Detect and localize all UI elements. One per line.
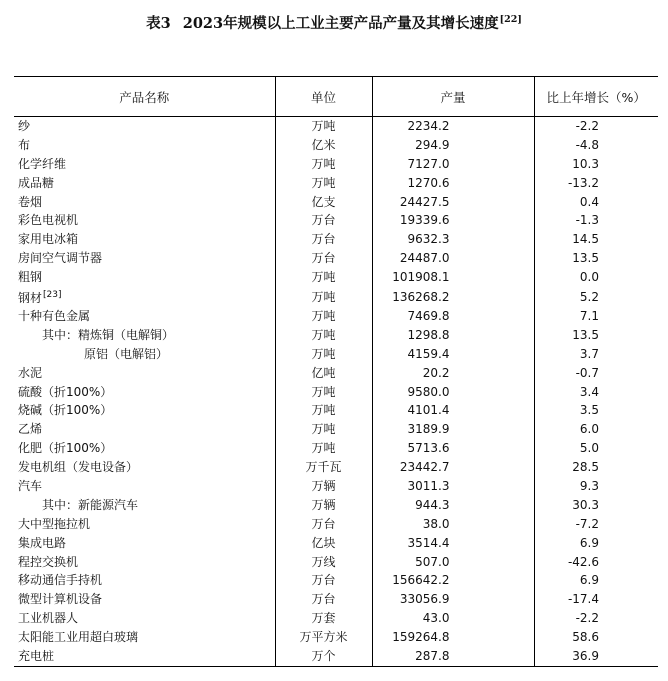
unit-cell: 万吨 [275, 383, 372, 402]
product-name-cell [14, 249, 275, 268]
product-name-cell [14, 515, 275, 534]
table-row [14, 364, 658, 383]
output-cell: 3189.9 [372, 420, 534, 439]
unit-cell: 万台 [275, 211, 372, 230]
product-name: 汽车 [18, 478, 43, 493]
output-cell: 507.0 [372, 553, 534, 572]
output-cell: 3011.3 [372, 477, 534, 496]
output-cell: 4101.4 [372, 401, 534, 420]
growth-cell: 10.3 [534, 155, 658, 174]
growth-cell: -7.2 [534, 515, 658, 534]
header-growth: 比上年增长（%） [534, 77, 658, 117]
product-name: 布 [18, 137, 31, 152]
unit-cell: 万辆 [275, 496, 372, 515]
unit-cell: 亿吨 [275, 364, 372, 383]
product-name: 烧碱（折100%） [18, 403, 113, 418]
unit-cell: 万吨 [275, 345, 372, 364]
product-name-cell [14, 211, 275, 230]
output-cell: 101908.1 [372, 268, 534, 287]
product-name-cell [14, 420, 275, 439]
product-name: 工业机器人 [18, 611, 79, 626]
output-cell: 24427.5 [372, 193, 534, 212]
product-name-cell [14, 647, 275, 666]
product-name: 家用电冰箱 [18, 232, 79, 247]
unit-cell: 万吨 [275, 268, 372, 287]
growth-cell: -4.8 [534, 136, 658, 155]
growth-cell: -2.2 [534, 609, 658, 628]
product-name-cell [14, 571, 275, 590]
growth-cell: 6.9 [534, 571, 658, 590]
product-name: 太阳能工业用超白玻璃 [18, 630, 139, 645]
output-cell: 9632.3 [372, 230, 534, 249]
product-name-cell [14, 477, 275, 496]
product-name: 纱 [18, 118, 31, 133]
product-name: 程控交换机 [18, 554, 79, 569]
product-name-cell [14, 155, 275, 174]
growth-cell: 5.2 [534, 287, 658, 307]
product-name: 彩色电视机 [18, 213, 79, 228]
growth-cell: -42.6 [534, 553, 658, 572]
unit-cell: 万吨 [275, 307, 372, 326]
product-name-cell [14, 590, 275, 609]
output-cell: 294.9 [372, 136, 534, 155]
product-name-cell [14, 609, 275, 628]
unit-cell: 万台 [275, 230, 372, 249]
product-name: 粗钢 [18, 270, 43, 285]
table-row [14, 609, 658, 628]
unit-cell: 万千瓦 [275, 458, 372, 477]
growth-cell: 13.5 [534, 249, 658, 268]
output-cell: 156642.2 [372, 571, 534, 590]
product-name-cell [14, 401, 275, 420]
table-row [14, 647, 658, 666]
unit-cell: 万台 [275, 590, 372, 609]
growth-cell: -1.3 [534, 211, 658, 230]
product-name: 其中：精炼铜（电解铜） [42, 327, 175, 342]
unit-cell: 万台 [275, 571, 372, 590]
table-row [14, 193, 658, 212]
output-cell: 43.0 [372, 609, 534, 628]
table-row [14, 211, 658, 230]
product-name-cell [14, 326, 275, 345]
product-name: 原铝（电解铝） [84, 346, 169, 361]
table-row [14, 628, 658, 647]
unit-cell: 万吨 [275, 420, 372, 439]
product-name-cell [14, 534, 275, 553]
header-product-name: 产品名称 [14, 77, 275, 117]
output-cell: 19339.6 [372, 211, 534, 230]
footnote-ref: [23] [43, 290, 62, 301]
table-row [14, 571, 658, 590]
unit-cell: 万吨 [275, 155, 372, 174]
product-name: 硫酸（折100%） [18, 384, 113, 399]
product-name: 水泥 [18, 365, 43, 380]
output-cell: 33056.9 [372, 590, 534, 609]
growth-cell: 30.3 [534, 496, 658, 515]
output-cell: 23442.7 [372, 458, 534, 477]
table-header [14, 77, 658, 117]
table-title [0, 12, 668, 33]
product-name: 成品糖 [18, 175, 55, 190]
product-name-cell [14, 345, 275, 364]
header-row [14, 77, 658, 117]
table-row [14, 496, 658, 515]
unit-cell: 万台 [275, 249, 372, 268]
table-row [14, 136, 658, 155]
growth-cell: 3.4 [534, 383, 658, 402]
growth-cell: 0.4 [534, 193, 658, 212]
unit-cell: 万吨 [275, 174, 372, 193]
table-row [14, 534, 658, 553]
table-row [14, 590, 658, 609]
growth-cell: 36.9 [534, 647, 658, 666]
growth-cell: -17.4 [534, 590, 658, 609]
table-row [14, 439, 658, 458]
unit-cell: 亿块 [275, 534, 372, 553]
table-row [14, 383, 658, 402]
table-row [14, 420, 658, 439]
product-name-cell [14, 364, 275, 383]
product-name: 钢材 [18, 291, 43, 306]
product-name: 大中型拖拉机 [18, 516, 91, 531]
product-name-cell [14, 458, 275, 477]
unit-cell: 亿支 [275, 193, 372, 212]
growth-cell: 5.0 [534, 439, 658, 458]
table-row [14, 345, 658, 364]
production-table [14, 76, 658, 667]
header-output: 产量 [372, 77, 534, 117]
product-name-cell [14, 174, 275, 193]
growth-cell: -13.2 [534, 174, 658, 193]
product-name-cell [14, 230, 275, 249]
growth-cell: 3.5 [534, 401, 658, 420]
unit-cell: 万平方米 [275, 628, 372, 647]
output-cell: 7127.0 [372, 155, 534, 174]
unit-cell: 万套 [275, 609, 372, 628]
unit-cell: 万吨 [275, 326, 372, 345]
output-cell: 287.8 [372, 647, 534, 666]
product-name-cell [14, 287, 275, 307]
table-row [14, 249, 658, 268]
output-cell: 3514.4 [372, 534, 534, 553]
output-cell: 944.3 [372, 496, 534, 515]
product-name: 化肥（折100%） [18, 441, 113, 456]
table-row [14, 553, 658, 572]
output-cell: 5713.6 [372, 439, 534, 458]
product-name: 十种有色金属 [18, 308, 91, 323]
product-name-cell [14, 383, 275, 402]
unit-cell: 万吨 [275, 287, 372, 307]
table-row [14, 155, 658, 174]
growth-cell: 3.7 [534, 345, 658, 364]
output-cell: 38.0 [372, 515, 534, 534]
product-name-cell [14, 193, 275, 212]
table-row [14, 326, 658, 345]
unit-cell: 万辆 [275, 477, 372, 496]
product-name: 卷烟 [18, 194, 43, 209]
product-name-cell [14, 628, 275, 647]
product-name-cell [14, 553, 275, 572]
growth-cell: 14.5 [534, 230, 658, 249]
table-row [14, 117, 658, 136]
output-cell: 1298.8 [372, 326, 534, 345]
product-name: 房间空气调节器 [18, 251, 103, 266]
product-name-cell [14, 307, 275, 326]
product-name: 其中：新能源汽车 [42, 497, 139, 512]
unit-cell: 万台 [275, 515, 372, 534]
unit-cell: 万线 [275, 553, 372, 572]
growth-cell: 9.3 [534, 477, 658, 496]
product-name: 化学纤维 [18, 156, 67, 171]
growth-cell: 28.5 [534, 458, 658, 477]
table-row [14, 230, 658, 249]
output-cell: 2234.2 [372, 117, 534, 136]
title-footnote-ref: [22] [499, 14, 522, 25]
table-row [14, 401, 658, 420]
table-row [14, 477, 658, 496]
unit-cell: 万个 [275, 647, 372, 666]
growth-cell: 6.9 [534, 534, 658, 553]
growth-cell: 6.0 [534, 420, 658, 439]
output-cell: 24487.0 [372, 249, 534, 268]
table-row [14, 287, 658, 307]
growth-cell: -0.7 [534, 364, 658, 383]
unit-cell: 亿米 [275, 136, 372, 155]
unit-cell: 万吨 [275, 401, 372, 420]
product-name-cell [14, 117, 275, 136]
header-unit: 单位 [275, 77, 372, 117]
product-name-cell [14, 268, 275, 287]
growth-cell: 58.6 [534, 628, 658, 647]
table-body [14, 117, 658, 667]
product-name-cell [14, 496, 275, 515]
growth-cell: 13.5 [534, 326, 658, 345]
output-cell: 20.2 [372, 364, 534, 383]
product-name-cell [14, 136, 275, 155]
output-cell: 7469.8 [372, 307, 534, 326]
output-cell: 159264.8 [372, 628, 534, 647]
output-cell: 136268.2 [372, 287, 534, 307]
output-cell: 4159.4 [372, 345, 534, 364]
product-name-cell [14, 439, 275, 458]
growth-cell: -2.2 [534, 117, 658, 136]
table-row [14, 174, 658, 193]
table-row [14, 268, 658, 287]
product-name: 发电机组（发电设备） [18, 460, 139, 475]
growth-cell: 7.1 [534, 307, 658, 326]
table-title-text: 2023年规模以上工业主要产品产量及其增长速度 [182, 15, 499, 32]
output-cell: 9580.0 [372, 383, 534, 402]
output-cell: 1270.6 [372, 174, 534, 193]
product-name: 集成电路 [18, 535, 67, 550]
table-row [14, 307, 658, 326]
table-row [14, 515, 658, 534]
table-row [14, 458, 658, 477]
product-name: 乙烯 [18, 422, 43, 437]
growth-cell: 0.0 [534, 268, 658, 287]
unit-cell: 万吨 [275, 439, 372, 458]
table-number: 表3 [146, 15, 171, 32]
unit-cell: 万吨 [275, 117, 372, 136]
product-name: 移动通信手持机 [18, 573, 103, 588]
product-name: 微型计算机设备 [18, 592, 103, 607]
product-name: 充电桩 [18, 648, 55, 663]
